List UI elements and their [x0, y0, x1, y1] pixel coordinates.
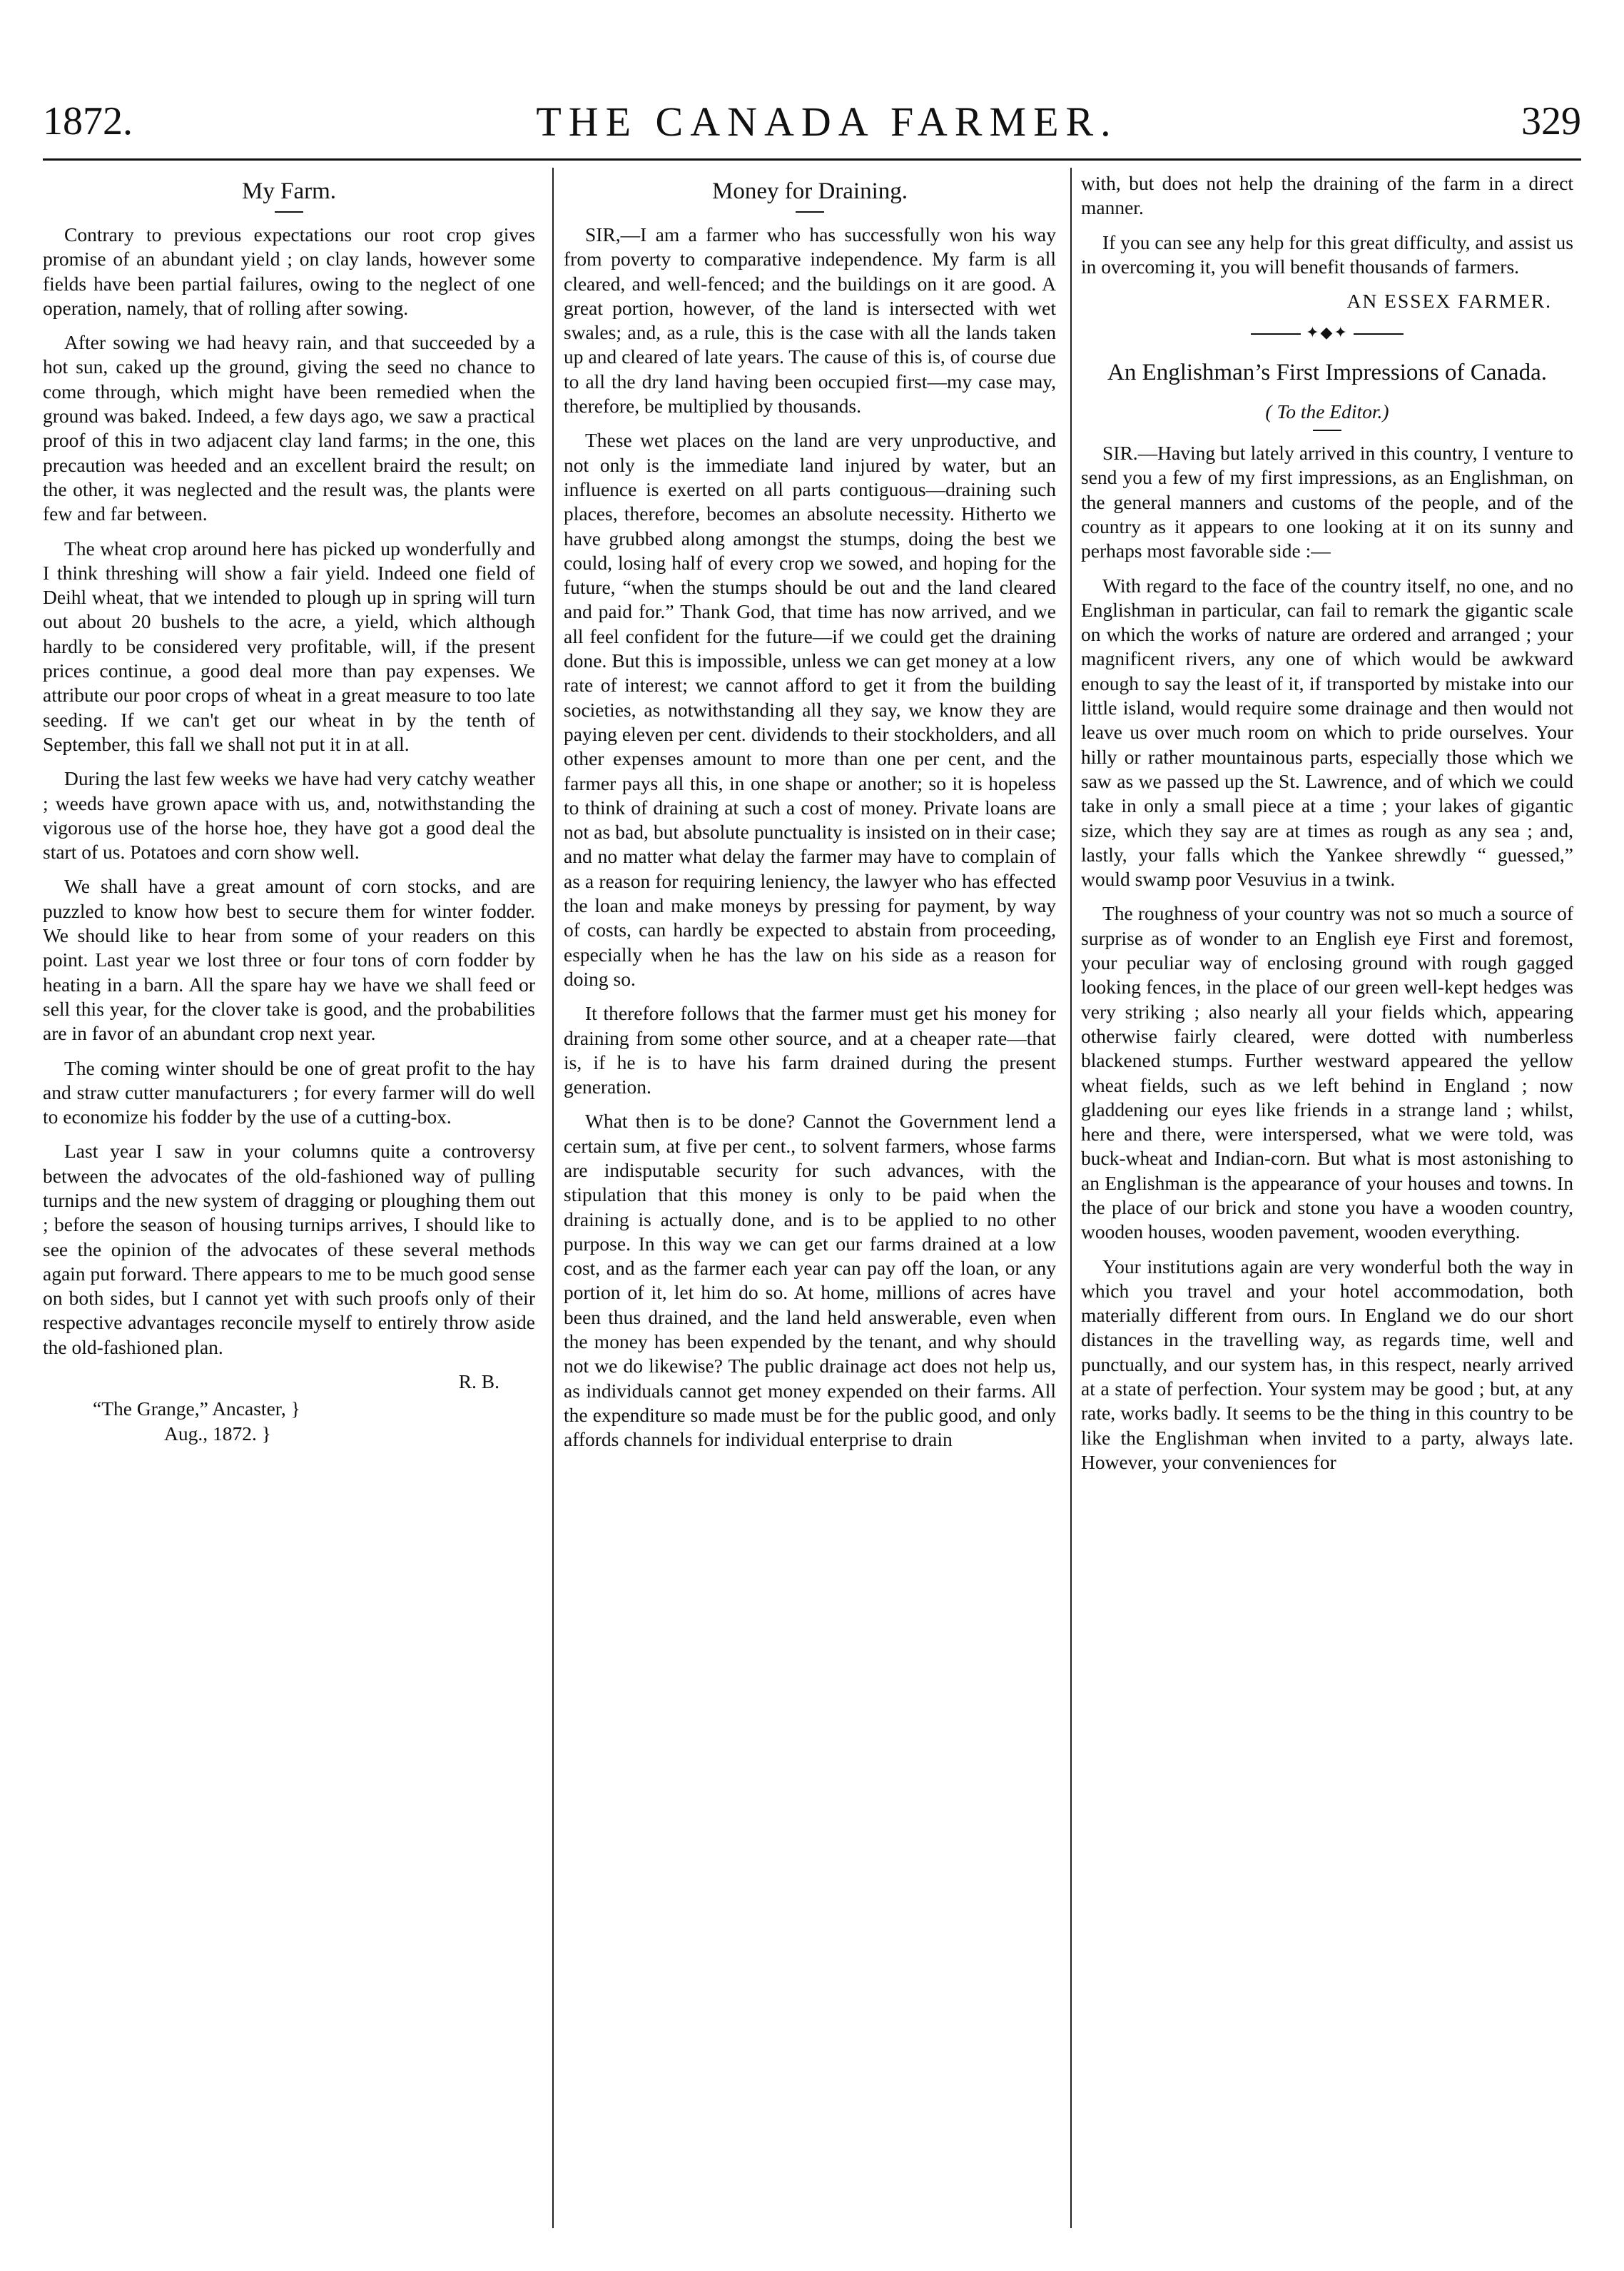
heading-dash — [275, 211, 303, 213]
paragraph: with, but does not help the draining of the farm in a direct manner. — [1081, 172, 1573, 219]
dateline-place: “The Grange,” Ancaster, } — [93, 1397, 300, 1420]
column-1 — [43, 171, 535, 2235]
heading-dash — [796, 211, 824, 213]
paragraph: What then is to be done? Cannot the Government lend a certain sum, at five per cent., to solvent farmers, whose farms are indisputable security for such advances, with the stipulation that this money is only to be paid when the draining is actually done, and is to be applied to no other purpose. In this way we can get our farms drained at a low cost, and as the farmer each year can pay off the loan, or any portion of it, let him do so. At home, millions of acres have been thus drained, and the land held answerable, even when the money has been expended by the tenant, and why should not we do likewise? The public drainage act does not help us, as individuals cannot get money expended on their farms. All the expenditure so made must be for the public good, and only affords channels for individual enterprise to drain — [564, 1110, 1056, 1451]
paragraph: Contrary to previous expectations our root crop gives promise of an abundant yield ; on clay lands, however some fields have been partial failures, owing to the neglect of one operation, namely, that of rolling after sowing. — [43, 223, 535, 319]
column-3 — [1081, 171, 1573, 2235]
signature-essex-farmer: AN ESSEX FARMER. — [1346, 290, 1552, 313]
paragraph: After sowing we had heavy rain, and that succeeded by a hot sun, caked up the ground, giving the seed no chance to come through, which might have been remedied when the ground was baked. Indeed, a few days ago, we saw a practical proof of this in two adjacent clay land farms; in the one, this precaution was heeded and an excellent braird the result; on the other, it was neglected and the result was, the plants were few and far between. — [43, 331, 535, 525]
paragraph: We shall have a great amount of corn stocks, and are puzzled to know how best to secure them for winter fodder. We should like to hear from some of your readers on this point. Last year we lost three or four tons of corn fodder by heating in a barn. All the spare hay we have we shall feed or sell this year, for the clover take is good, and the probabilities are in favor of an abundant crop next year. — [43, 875, 535, 1045]
article-heading-money-for-draining: Money for Draining. — [711, 178, 908, 204]
paragraph: With regard to the face of the country itself, no one, and no Englishman in particular, can fail to remark the gigantic scale on which the works of nature are ordered and arranged ; your magnificent rivers, any one of which would be awkward enough to say the least of it, if transported by mistake into our little island, would require some drainage and then would not leave us over much room on which to pride ourselves. Your hilly or rather mountainous parts, especially those which we saw as we passed up the St. Lawrence, and of which we could take in only a small piece at a time ; your lakes of gigantic size, which they say are at times as rough as any sea ; and, lastly, your falls which the Yankee shrewdly “ guessed,” would swamp poor Vesuvius in a twink. — [1081, 574, 1573, 891]
ornament-divider: ✦◆✦ — [1081, 320, 1573, 345]
paragraph: Your institutions again are very wonderful both the way in which you travel and your hotel accommodation, both materially different from ours. In England we do our short distances in the travelling way, as regards time, well and punctually, and our system has, in this respect, nearly arrived at a state of perfection. Your system may be good ; but, at any rate, works badly. It seems to be the thing in this country to be like the Englishman when invited to a party, always late. However, your conveniences for — [1081, 1255, 1573, 1473]
page-number: 329 — [1521, 99, 1581, 143]
paragraph: The roughness of your country was not so much a source of surprise as of wonder to an English eye First and foremost, your peculiar way of enclosing ground with rough gagged looking fences, in the place of our green well-kept hedges was very striking ; also nearly all your fields which, appearing otherwise fairly cleared, were dotted with numberless blackened stumps. Further westward appeared the yellow wheat fields, such as we left behind in England ; now gladdening our eyes like friends in a strange land ; whilst, here and there, were interspersed, what we were told, was buck-wheat and Indian-corn. But what is most astonishing to an Englishman is the appearance of your houses and towns. In the place of our brick and stone you have a wooden country, wooden houses, wooden pavement, wooden everything. — [1081, 902, 1573, 1243]
issue-year: 1872. — [43, 99, 133, 143]
to-the-editor: ( To the Editor.) — [1265, 400, 1389, 423]
paragraph: If you can see any help for this great difficulty, and assist us in overcoming it, you will benefit thousands of farmers. — [1081, 231, 1573, 278]
paragraph: These wet places on the land are very unproductive, and not only is the immediate land injured by water, but an influence is exerted on all parts contiguous—draining such places, therefore, becomes an absolute necessity. Hitherto we have grubbed along amongst the stumps, doing the best we could, losing half of every crop we sowed, and hoping for the future, “when the stumps should be out and the land cleared and paid for.” Thank God, that time has now arrived, and we all feel confident for the future—if we could get the draining done. But this is impossible, unless we can get money at a low rate of interest; we cannot afford to get it from the building societies, as notwithstanding all they say, we know they are paying eleven per cent. dividends to their stockholders, and all other expenses amount to more than one per cent, and the farmer pays all this, in one shape or another; so it is hopeless to think of draining at such a cost of money. Private loans are not as bad, but absolute punctuality is insisted on in their case; and no matter what delay the farmer may have to complain of as a reason for requiring leniency, the lawyer who has effected the loan and make moneys by pressing for payment, by way of costs, can hardly be expected to abstain from proceeding, especially when he has the law on his side as a reason for doing so. — [564, 429, 1056, 990]
paragraph: It therefore follows that the farmer must get his money for draining from some other source, and at a cheaper rate—that is, if he is to have his farm drained during the present generation. — [564, 1002, 1056, 1098]
column-2 — [564, 171, 1056, 2235]
paragraph: SIR.—Having but lately arrived in this country, I venture to send you a few of my first impressions, as an Englishman, on the general manners and customs of the people, and of the country as it appears to one looking at it on its sunny and perhaps most favorable side :— — [1081, 442, 1573, 562]
signature-rb: R. B. — [458, 1370, 499, 1393]
article-heading-englishman: An Englishman’s First Impressions of Canada. — [1107, 359, 1547, 385]
newspaper-title: THE CANADA FARMER. — [536, 98, 1118, 145]
column-rule-2 — [1070, 168, 1072, 2228]
heading-dash — [1313, 430, 1341, 431]
paragraph: SIR,—I am a farmer who has successfully won his way from poverty to comparative independence. My farm is all cleared, and well-fenced; and the buildings on it are good. A great portion, however, of the land is intersected with wet swales; and, as a rule, this is the case with all the lands taken up and cleared of late years. The cause of this is, of course due to all the dry land having been occupied first—my case may, therefore, be multiplied by thousands. — [564, 223, 1056, 418]
paragraph: The coming winter should be one of great profit to the hay and straw cutter manufacturers ; for every farmer will do well to economize his fodder by the use of a cutting-box. — [43, 1056, 535, 1128]
masthead-rule — [43, 158, 1581, 161]
paragraph: Last year I saw in your columns quite a controversy between the advocates of the old-fashioned way of pulling turnips and the new system of dragging or ploughing them out ; before the season of housing turnips arrives, I should like to see the opinion of the advocates of these several methods again put forward. There appears to me to be much good sense on both sides, but I cannot yet with such proofs only of their respective advantages reconcile myself to entirely throw aside the old-fashioned plan. — [43, 1140, 535, 1358]
paragraph: The wheat crop around here has picked up wonderfully and I think threshing will show a fair yield. Indeed one field of Deihl wheat, that we intended to plough up in spring will turn out about 20 bushels to the acre, a yield, which although hardly to be considered very profitable, will, if the present prices continue, a good deal more than pay expenses. We attribute our poor crops of wheat in a great measure to too late seeding. If we can't get our wheat in by the tenth of September, this fall we shall not put it in at all. — [43, 537, 535, 755]
dateline-date: Aug., 1872. } — [164, 1422, 271, 1445]
paragraph: During the last few weeks we have had very catchy weather ; weeds have grown apace with us, and, notwithstanding the vigorous use of the horse hoe, they have got a good deal the start of us. Potatoes and corn show well. — [43, 767, 535, 864]
masthead — [43, 86, 1581, 157]
article-heading-my-farm: My Farm. — [242, 178, 336, 204]
column-rule-1 — [552, 168, 554, 2228]
